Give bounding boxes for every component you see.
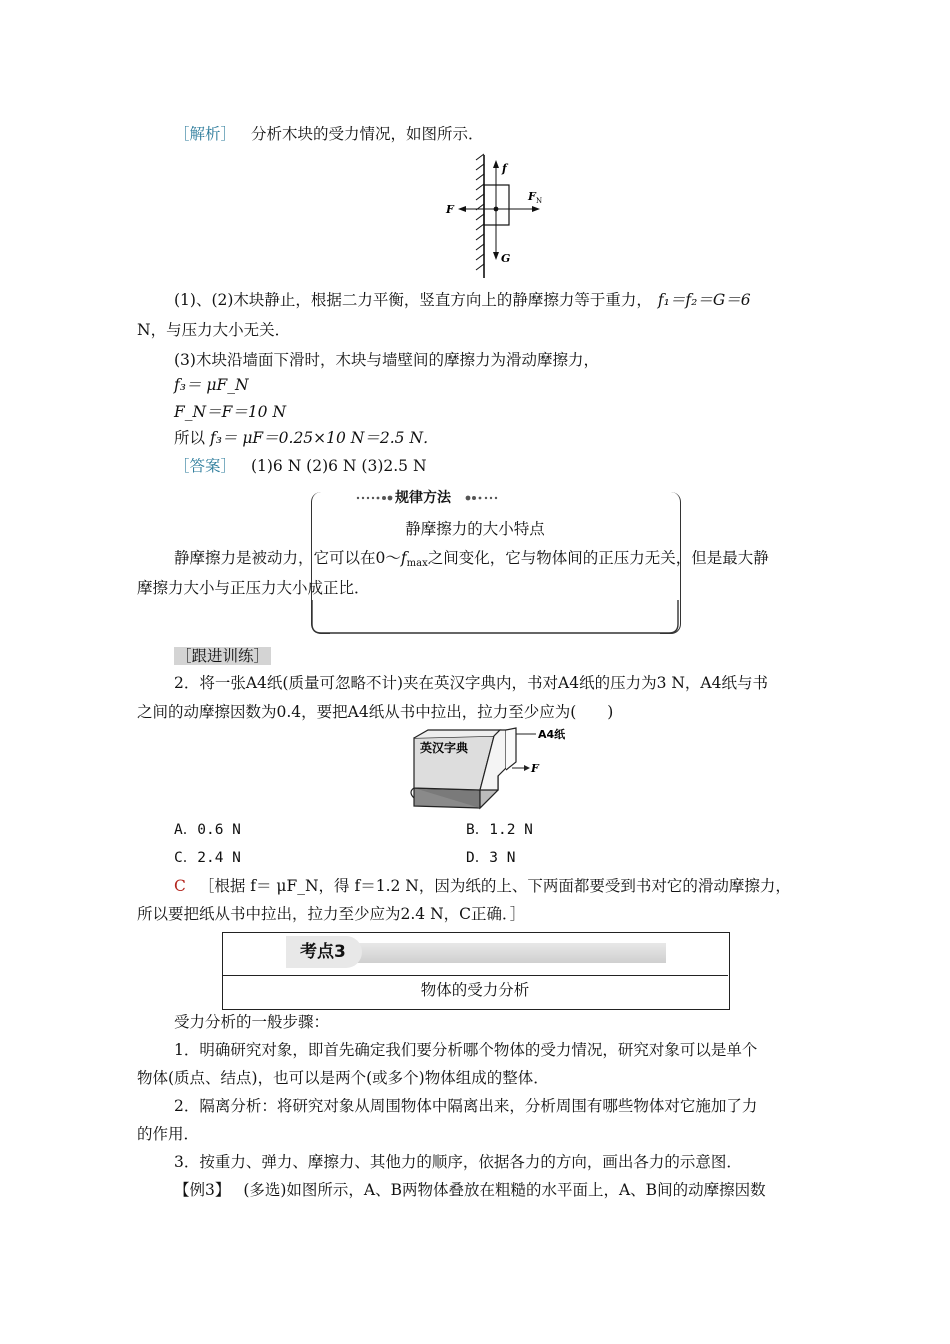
label-F: F [446,203,454,216]
kaodian-title: 物体的受力分析 [420,981,530,999]
solution-line2: 所以要把纸从书中拉出，拉力至少应为2.4 N，C正确．］ [137,905,526,923]
practice-tag: ［跟进训练］ [176,647,270,665]
analysis-p1-line2: N，与压力大小无关． [137,321,291,339]
option-b: B．1.2 N [466,822,533,838]
method-box-title: 静摩擦力的大小特点 [405,520,545,538]
option-a: A．0.6 N [174,822,241,838]
solution-answer-letter: C [174,877,186,895]
label-G: G [501,252,511,265]
step1-line1: 1．明确研究对象，即首先确定我们要分析哪个物体的受力情况，研究对象可以是单个 [174,1041,758,1059]
option-d: D．3 N [466,850,516,866]
method-box-line1: 静摩擦力是被动力，它可以在$0\sim f_{max}$之间变化，它与物体间的正压力无关，但是最大静 [174,549,769,569]
equation-2: F_N＝F＝10 N [174,403,287,421]
answer-line [174,456,427,476]
steps-intro: 受力分析的一般步骤： [174,1013,330,1031]
label-FN: F [528,190,536,203]
solution-line1: C ［根据 f＝ μF_N，得 f＝1.2 N，因为纸的上、下两面都要受到书对它的滑动摩擦力， [174,877,791,895]
analysis-paragraph [174,124,483,144]
method-box-header-decoration [318,488,678,508]
equation-1: f₃＝ μF_N [174,376,249,394]
wall-block-force-diagram [440,150,560,280]
method-box-line2: 摩擦力大小与正压力大小成正比． [137,579,370,597]
dictionary-figure [408,728,588,816]
example3-line [174,1180,766,1200]
kaodian-badge: 考点3 [286,936,362,968]
option-c: C．2.4 N [174,850,241,866]
question-line2: 之间的动摩擦因数为0.4，要把A4纸从书中拉出，拉力至少应为( ) [137,703,614,721]
analysis-p2: (3)木块沿墙面下滑时，木块与墙壁间的摩擦力为滑动摩擦力， [174,351,599,369]
answer-tag: ［答案］ [174,457,237,475]
book-title: 英汉字典 [420,741,469,755]
question-line1: 2．将一张A4纸(质量可忽略不计)夹在英汉字典内，书对A4纸的压力为3 N，A4纸与书 [174,674,768,692]
analysis-intro: 分析木块的受力情况，如图所示． [250,125,484,143]
paper-label: A4纸 [538,728,566,741]
step2-line1: 2．隔离分析：将研究对象从周围物体中隔离出来，分析周围有哪些物体对它施加了力 [174,1097,758,1115]
force-label: F [531,762,539,775]
example3-tag: 【例3】 [174,1181,231,1199]
equation-3: 所以 f₃＝ μF＝0.25×10 N＝2.5 N． [174,429,439,447]
step2-line2: 的作用． [137,1125,200,1143]
method-box-bottom-border [311,600,681,636]
step3: 3．按重力、弹力、摩擦力、其他力的顺序，依据各力的方向，画出各力的示意图． [174,1153,742,1171]
answer-text: (1)6 N (2)6 N (3)2.5 N [250,457,427,475]
p1-equation: f₁＝f₂＝G＝6 [657,291,751,309]
step1-line2: 物体(质点、结点)，也可以是两个(或多个)物体组成的整体． [137,1069,549,1087]
analysis-p1-line1: (1)、(2)木块静止，根据二力平衡，竖直方向上的静摩擦力等于重力， f₁＝f₂＝G＝6 [174,291,751,309]
method-box-header: 规律方法 [395,490,451,506]
label-FN-sub: N [536,197,543,205]
label-f: f [502,162,507,175]
analysis-tag: ［解析］ [174,125,237,143]
example3-text: (多选)如图所示，A、B两物体叠放在粗糙的水平面上，A、B间的动摩擦因数 [243,1181,766,1199]
